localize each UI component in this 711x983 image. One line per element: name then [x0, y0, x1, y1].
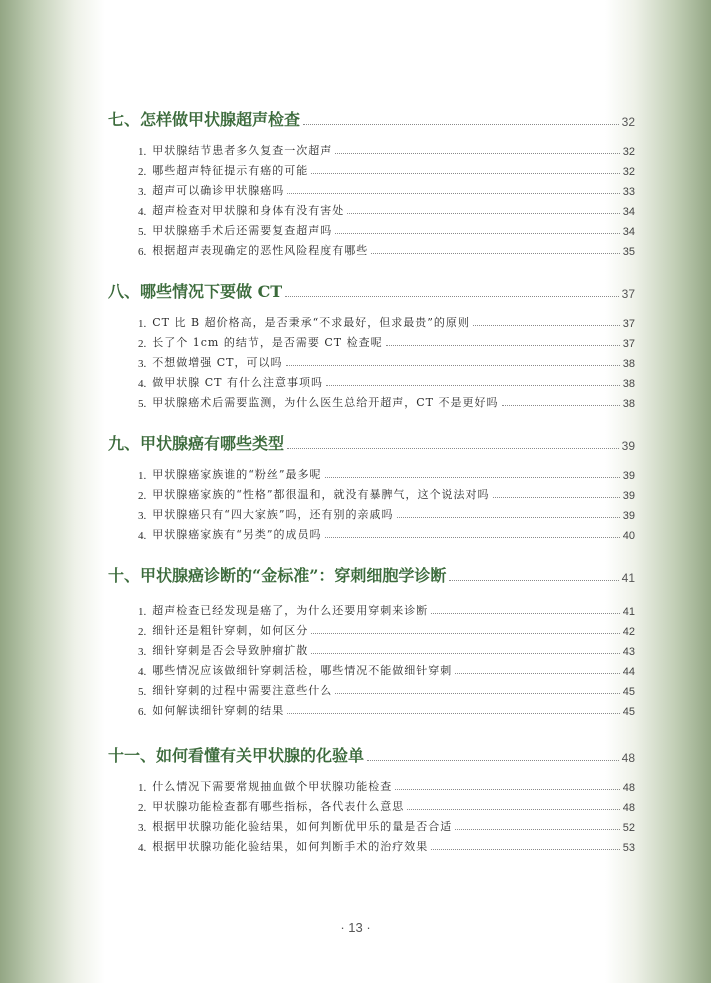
entry-page: 38 [622, 398, 635, 410]
entry-title: 甲状腺功能检查都有哪些指标，各代表什么意思 [152, 800, 405, 813]
section-title: 七、怎样做甲状腺超声检查 [108, 110, 301, 129]
toc-entry[interactable] [138, 218, 635, 238]
section-title: 十一、如何看懂有关甲状腺的化验单 [108, 746, 365, 765]
dot-leader [395, 789, 620, 790]
entry-page: 37 [622, 338, 635, 350]
toc-entry[interactable] [138, 158, 635, 178]
entry-title: 甲状腺癌术后需要监测，为什么医生总给开超声，CT 不是更好吗 [152, 396, 499, 409]
toc-entry[interactable] [138, 238, 635, 258]
toc-section-9 [108, 430, 635, 542]
dot-leader [449, 580, 618, 581]
toc-entry[interactable] [138, 598, 635, 618]
entry-number: 2. [138, 626, 147, 638]
entry-page: 32 [622, 146, 635, 158]
entry-title: 根据甲状腺功能化验结果，如何判断优甲乐的量是否合适 [152, 820, 453, 833]
entry-title: 甲状腺癌家族谁的“粉丝”最多呢 [152, 468, 322, 481]
entry-number: 3. [138, 186, 147, 198]
entry-number: 3. [138, 358, 147, 370]
entry-number: 2. [138, 490, 147, 502]
dot-leader [335, 233, 620, 234]
entry-number: 4. [138, 666, 147, 678]
section-heading[interactable] [108, 430, 635, 454]
entry-number: 5. [138, 398, 147, 410]
toc-entry[interactable] [138, 350, 635, 370]
dot-leader [493, 497, 620, 498]
dot-leader [335, 693, 620, 694]
section-page: 32 [621, 115, 635, 129]
entry-title: 细针穿刺的过程中需要注意些什么 [152, 684, 333, 697]
entry-page: 42 [622, 626, 635, 638]
entry-page: 38 [622, 378, 635, 390]
section-heading[interactable] [108, 562, 635, 586]
entry-title: 细针穿刺是否会导致肿瘤扩散 [152, 644, 309, 657]
entry-title: 甲状腺结节患者多久复查一次超声 [152, 144, 333, 157]
entry-page: 34 [622, 206, 635, 218]
entry-number: 1. [138, 606, 147, 618]
section-page: 41 [621, 571, 635, 585]
entry-title: 长了个 1cm 的结节，是否需要 CT 检查呢 [152, 336, 383, 349]
entry-page: 35 [622, 246, 635, 258]
entry-page: 34 [622, 226, 635, 238]
dot-leader [386, 345, 620, 346]
section-heading[interactable] [108, 278, 635, 302]
entry-title: 如何解读细针穿刺的结果 [152, 704, 285, 717]
entry-title: 哪些超声特征提示有癌的可能 [152, 164, 309, 177]
dot-leader [335, 153, 620, 154]
entry-number: 4. [138, 530, 147, 542]
toc-entry[interactable] [138, 198, 635, 218]
section-heading[interactable] [108, 742, 635, 766]
entry-number: 3. [138, 510, 147, 522]
dot-leader [431, 613, 620, 614]
entry-number: 3. [138, 822, 147, 834]
entry-page: 37 [622, 318, 635, 330]
entry-number: 1. [138, 318, 147, 330]
entry-page: 41 [622, 606, 635, 618]
entry-page: 38 [622, 358, 635, 370]
entry-number: 1. [138, 146, 147, 158]
entry-page: 39 [622, 490, 635, 502]
toc-section-8 [108, 278, 635, 410]
dot-leader [311, 633, 620, 634]
entry-number: 2. [138, 166, 147, 178]
entry-title: 甲状腺癌手术后还需要复查超声吗 [152, 224, 333, 237]
dot-leader [502, 405, 620, 406]
entry-title: 做甲状腺 CT 有什么注意事项吗 [152, 376, 323, 389]
section-title: 九、甲状腺癌有哪些类型 [108, 434, 285, 453]
entry-page: 39 [622, 470, 635, 482]
dot-leader [455, 829, 620, 830]
entry-page: 53 [622, 842, 635, 854]
section-page: 48 [621, 751, 635, 765]
entry-title: 根据超声表现确定的恶性风险程度有哪些 [152, 244, 369, 257]
entry-title: 根据甲状腺功能化验结果，如何判断手术的治疗效果 [152, 840, 429, 853]
dot-leader [325, 537, 620, 538]
entry-title: 什么情况下需要常规抽血做个甲状腺功能检查 [152, 780, 393, 793]
toc-entry[interactable] [138, 330, 635, 350]
dot-leader [455, 673, 620, 674]
dot-leader [431, 849, 620, 850]
toc-section-11 [108, 742, 635, 854]
section-page: 37 [621, 287, 635, 301]
entry-page: 48 [622, 782, 635, 794]
toc-entry[interactable] [138, 814, 635, 834]
toc-entry[interactable] [138, 462, 635, 482]
entry-page: 40 [622, 530, 635, 542]
toc-section-10 [108, 562, 635, 718]
entry-title: 甲状腺癌家族有“另类”的成员吗 [152, 528, 322, 541]
section-heading[interactable] [108, 106, 635, 130]
dot-leader [287, 193, 620, 194]
entry-number: 5. [138, 686, 147, 698]
toc-entry[interactable] [138, 522, 635, 542]
entry-number: 4. [138, 206, 147, 218]
entry-title: 超声检查对甲状腺和身体有没有害处 [152, 204, 345, 217]
dot-leader [287, 448, 619, 449]
entry-number: 1. [138, 782, 147, 794]
entry-number: 4. [138, 378, 147, 390]
toc-entry[interactable] [138, 390, 635, 410]
entry-number: 4. [138, 842, 147, 854]
toc-entry[interactable] [138, 658, 635, 678]
section-title: 十、甲状腺癌诊断的“金标准”：穿刺细胞学诊断 [108, 566, 447, 585]
toc-entry[interactable] [138, 638, 635, 658]
dot-leader [325, 477, 620, 478]
entry-page: 33 [622, 186, 635, 198]
entry-title: CT 比 B 超价格高，是否秉承“不求最好，但求最贵”的原则 [152, 316, 470, 329]
toc-entry[interactable] [138, 310, 635, 330]
toc-entry[interactable] [138, 794, 635, 814]
toc-entry[interactable] [138, 370, 635, 390]
toc-entry[interactable] [138, 774, 635, 794]
toc-entry[interactable] [138, 482, 635, 502]
entry-number: 1. [138, 470, 147, 482]
entry-page: 39 [622, 510, 635, 522]
entry-page: 52 [622, 822, 635, 834]
dot-leader [286, 365, 620, 366]
entry-title: 哪些情况应该做细针穿刺活检，哪些情况不能做细针穿刺 [152, 664, 453, 677]
entry-number: 2. [138, 338, 147, 350]
dot-leader [326, 385, 620, 386]
toc-entry[interactable] [138, 138, 635, 158]
entry-number: 6. [138, 706, 147, 718]
toc-entry[interactable] [138, 678, 635, 698]
dot-leader [367, 760, 619, 761]
dot-leader [407, 809, 620, 810]
dot-leader [347, 213, 620, 214]
entry-page: 43 [622, 646, 635, 658]
dot-leader [371, 253, 620, 254]
toc-entry[interactable] [138, 834, 635, 854]
entry-number: 2. [138, 802, 147, 814]
entry-page: 45 [622, 706, 635, 718]
dot-leader [473, 325, 620, 326]
toc-entry[interactable] [138, 502, 635, 522]
entry-title: 细针还是粗针穿刺，如何区分 [152, 624, 309, 637]
dot-leader [287, 713, 620, 714]
entry-number: 6. [138, 246, 147, 258]
page-number: · 13 · [340, 920, 371, 935]
entry-page: 45 [622, 686, 635, 698]
entry-number: 3. [138, 646, 147, 658]
dot-leader [311, 653, 620, 654]
entry-page: 32 [622, 166, 635, 178]
toc-section-7 [108, 106, 635, 258]
dot-leader [285, 296, 618, 297]
toc-entry[interactable] [138, 178, 635, 198]
section-title: 八、哪些情况下要做 CT [108, 282, 283, 301]
entry-title: 甲状腺癌家族的“性格”都很温和，就没有暴脾气，这个说法对吗 [152, 488, 490, 501]
entry-page: 48 [622, 802, 635, 814]
dot-leader [311, 173, 620, 174]
entry-title: 超声可以确诊甲状腺癌吗 [152, 184, 285, 197]
entry-page: 44 [622, 666, 635, 678]
section-page: 39 [621, 439, 635, 453]
entry-number: 5. [138, 226, 147, 238]
entry-title: 甲状腺癌只有“四大家族”吗，还有别的亲戚吗 [152, 508, 394, 521]
toc-entry[interactable] [138, 698, 635, 718]
dot-leader [397, 517, 620, 518]
entry-title: 超声检查已经发现是癌了，为什么还要用穿刺来诊断 [152, 604, 429, 617]
dot-leader [303, 124, 619, 125]
toc-entry[interactable] [138, 618, 635, 638]
entry-title: 不想做增强 CT，可以吗 [152, 356, 283, 369]
